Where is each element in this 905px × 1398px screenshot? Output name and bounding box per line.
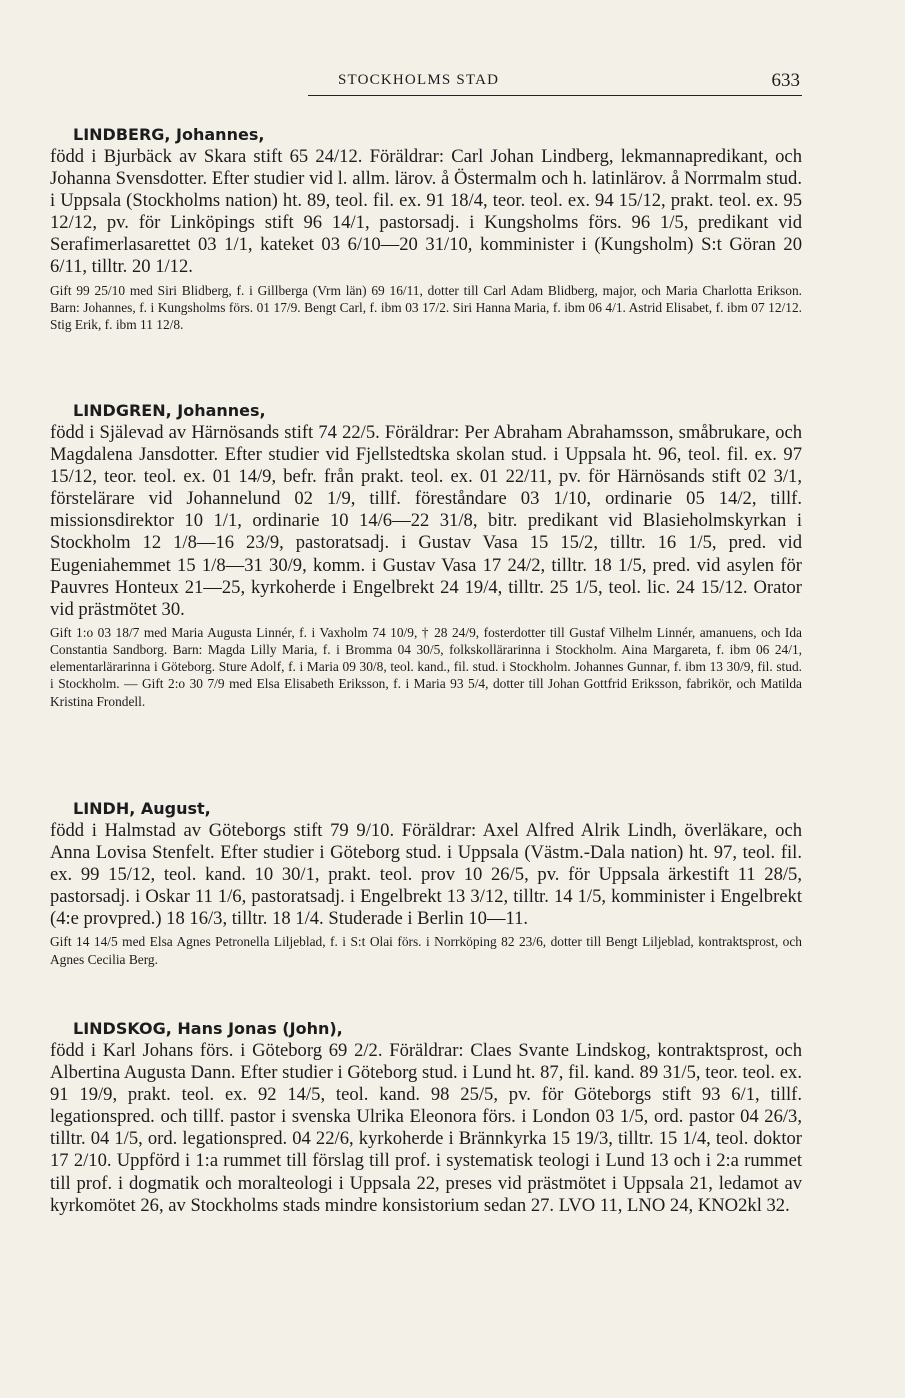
entry-text: född i Halmstad av Göteborgs stift 79 9/10. Föräldrar: Axel Alfred Alrik Lindh, överläkare, och Anna Lovisa Stenfelt. Efter studier i Göteborg stud. i Uppsala (Västm.-Dala nation) ht. 97, teol. fil. ex. 99 15/12, teol. kand. 10 30/1, prakt. teol. prov 10 26/5, pv. för Uppsala ärkestift 11 28/5, pastorsadj. i Oskar 11 1/6, pastoratsadj. i Engelbrekt 13 3/12, tilltr. 14 1/5, komminister i Engelbrekt (4:e provpred.) 18 16/3, tilltr. 18 1/4. Studerade i Berlin 10—11. bbox=[50, 820, 802, 930]
entry-lindgren bbox=[50, 400, 802, 710]
header-rule bbox=[308, 95, 802, 96]
entry-family: Gift 1:o 03 18/7 med Maria Augusta Linnér, f. i Vaxholm 74 10/9, † 28 24/9, fosterdotter till Gustaf Vilhelm Linnér, amanuens, och Ida Constantia Sandborg. Barn: Magda Lilly Maria, f. i Bromma 04 30/5, folkskollärarinna i Stockholm. Aina Margareta, f. ibm 06 24/1, elementarlärarinna i Göteborg. Sture Adolf, f. i Maria 09 30/8, teol. kand., fil. stud. i Stockholm. Johannes Gunnar, f. ibm 13 30/9, fil. stud. i Stockholm. — Gift 2:o 30 7/9 med Elsa Elisabeth Eriksson, f. i Maria 93 5/4, dotter till Johan Gottfrid Eriksson, fabrikör, och Matilda Kristina Frondell. bbox=[50, 624, 802, 709]
header-title: STOCKHOLMS STAD bbox=[338, 72, 500, 88]
entry-name: LINDGREN, Johannes, bbox=[73, 401, 266, 420]
entry-name: LINDSKOG, Hans Jonas (John), bbox=[73, 1019, 343, 1038]
entry-family: Gift 99 25/10 med Siri Blidberg, f. i Gillberga (Vrm län) 69 16/11, dotter till Carl Adam Blidberg, major, och Maria Charlotta Erikson. Barn: Johannes, f. i Kungsholms förs. 01 17/9. Bengt Carl, f. ibm 03 17/2. Siri Hanna Maria, f. ibm 06 4/1. Astrid Elisabet, f. ibm 07 12/12. Stig Erik, f. ibm 11 12/8. bbox=[50, 282, 802, 332]
entry-lindberg bbox=[50, 124, 802, 333]
entry-text: född i Karl Johans förs. i Göteborg 69 2/2. Föräldrar: Claes Svante Lindskog, kontraktsprost, och Albertina Augusta Dann. Efter studier i Göteborg stud. i Lund ht. 87, fil. kand. 89 31/5, teor. teol. ex. 91 19/9, prakt. teol. ex. 92 14/5, teol. kand. 98 25/5, pv. för Göteborgs stift 93 6/1, tillf. legationspred. och tillf. pastor i svenska Ulrika Eleonora förs. i London 03 1/5, ord. pastor 04 26/3, tilltr. 04 1/5, ord. legationspred. 04 22/6, kyrkoherde i Brännkyrka 15 19/3, tilltr. 15 1/4, teol. doktor 17 2/10. Uppförd i 1:a rummet till förslag till prof. i systematisk teologi i Lund 13 och i 2:a rummet till prof. i dogmatik och moralteologi i Uppsala 22, preses vid prästmötet i Uppsala 21, ledamot av kyrkomötet 26, av Stockholms stads mindre konsistorium sedan 27. LVO 11, LNO 24, KNO2kl 32. bbox=[50, 1040, 802, 1216]
entry-lindh bbox=[50, 798, 802, 968]
entry-lindskog bbox=[50, 1018, 802, 1217]
entry-text: född i Själevad av Härnösands stift 74 22/5. Föräldrar: Per Abraham Abrahamsson, småbrukare, och Magdalena Jansdotter. Efter studier vid Fjellstedtska skolan stud. i Uppsala ht. 96, teol. fil. ex. 97 15/12, teor. teol. ex. 01 14/9, befr. från prakt. teol. ex. 01 22/11, pv. för Härnösands stift 02 3/1, förstelärare vid Johannelund 02 1/9, tillf. föreståndare 03 1/10, ordinarie 05 14/2, tillf. missionsdirektor 10 1/1, ordinarie 10 14/6—22 31/8, bitr. predikant vid Blasieholmskyrkan i Stockholm 12 1/8—16 23/9, pastoratsadj. i Gustav Vasa 15 15/2, tilltr. 16 1/5, pred. vid Eugeniahemmet 15 1/8—31 30/9, komm. i Gustav Vasa 17 24/2, tilltr. 18 1/5, pred. vid asylen för Pauvres Honteux 21—25, kyrkoherde i Engelbrekt 24 19/4, tilltr. 25 1/5, teol. lic. 24 15/12. Orator vid prästmötet 30. bbox=[50, 422, 802, 620]
entry-name: LINDBERG, Johannes, bbox=[73, 125, 265, 144]
running-header bbox=[308, 66, 802, 96]
page-number: 633 bbox=[771, 70, 800, 91]
entry-text: född i Bjurbäck av Skara stift 65 24/12. Föräldrar: Carl Johan Lindberg, lekmannapredikant, och Johanna Svensdotter. Efter studier vid l. allm. lärov. å Östermalm och h. latinlärov. å Norrmalm stud. i Uppsala (Stockholms nation) ht. 89, teol. fil. ex. 91 18/4, teor. teol. ex. 94 15/12, prakt. teol. ex. 95 12/12, pv. för Linköpings stift 96 14/1, pastorsadj. i Kungsholms förs. 96 1/5, predikant vid Serafimerlasarettet 03 1/1, kateket 03 6/10—20 31/10, komminister i (Kungsholm) S:t Göran 20 6/11, tilltr. 20 1/12. bbox=[50, 146, 802, 278]
entry-name: LINDH, August, bbox=[73, 799, 211, 818]
entry-family: Gift 14 14/5 med Elsa Agnes Petronella Liljeblad, f. i S:t Olai förs. i Norrköping 82 23/6, dotter till Bengt Liljeblad, kontraktsprost, och Agnes Cecilia Berg. bbox=[50, 934, 802, 967]
